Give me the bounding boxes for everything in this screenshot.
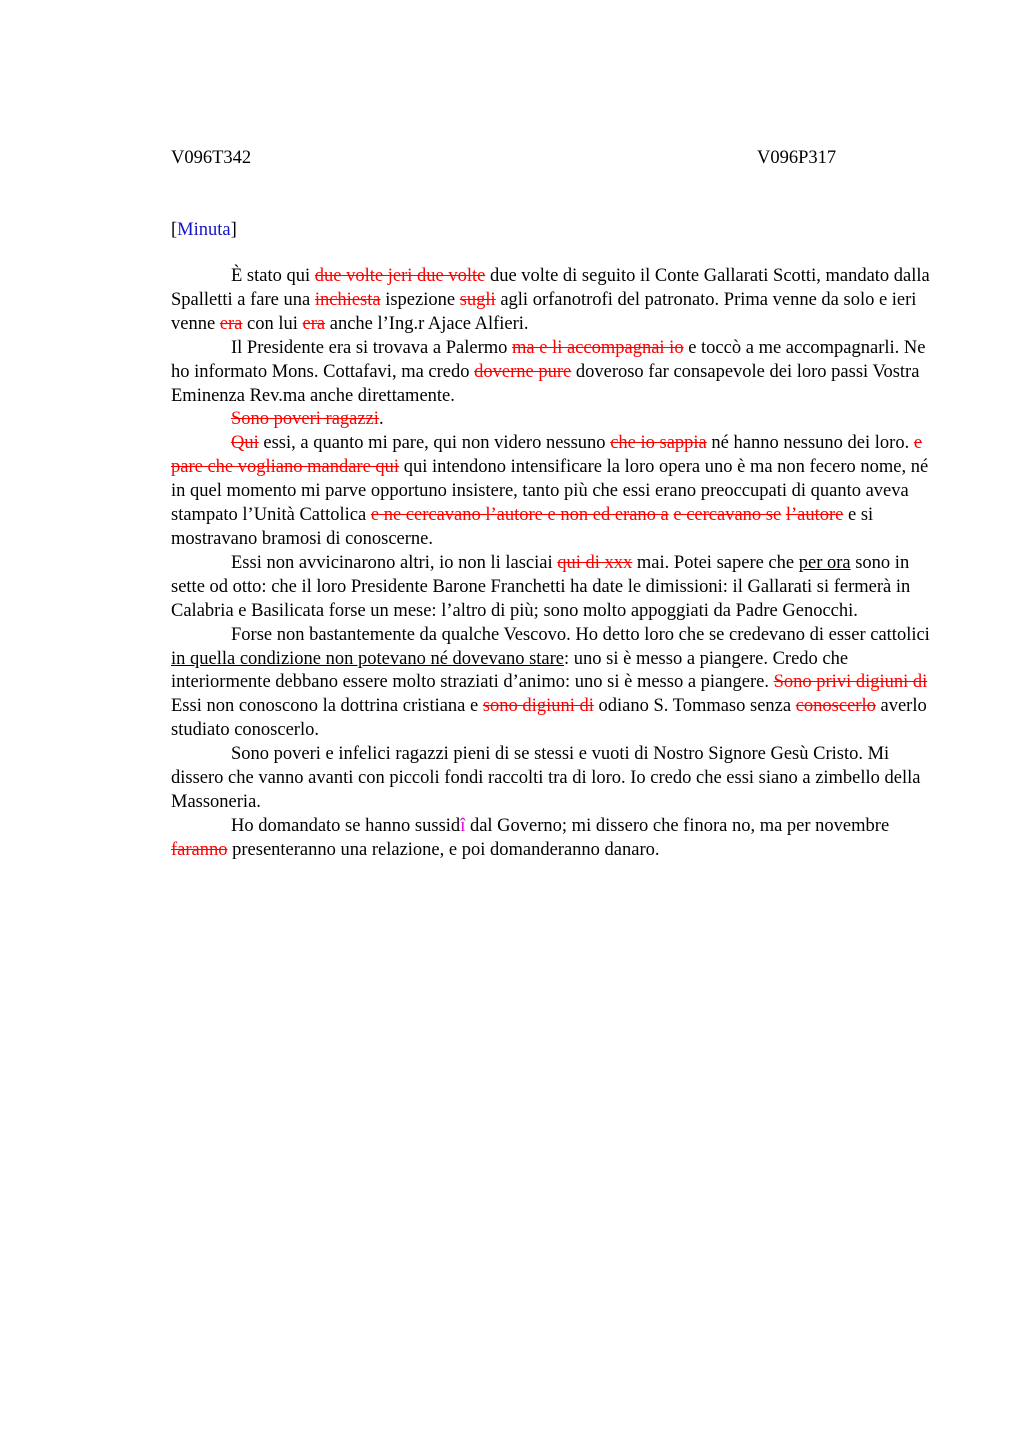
text-segment: : uno si è messo a piangere. Credo che interiormente debbano essere molto straziati d’animo: uno si è messo a piangere. [171,648,849,693]
text-segment: Sono poveri e infelici ragazzi pieni di se stessi e vuoti di Nostro Signore Gesù Cristo. Mi dissero che vanno avanti con piccoli fondi raccolti tra di loro. Io credo che essi siano a zimbello della Massoneria. [171,744,921,812]
paragraph [171,337,943,409]
deleted-text: conoscerlo [795,696,876,717]
paragraph [171,624,943,744]
deleted-text: era [302,313,326,334]
text-segment: e si mostravano bramosi di conoscerne. [171,505,874,549]
text-segment: Essi non avvicinarono altri, io non li lasciai [231,552,558,573]
text-segment: qui intendono intensificare la loro opera uno è ma non fecero nome, né in quel momento mi parve opportuno insistere, tanto più che essi erano preoccupati di quanto aveva stampato l’Unità Cattolica [171,457,929,526]
deleted-text: doverne pure [474,361,572,382]
document-code-right: V096P317 [757,148,837,168]
text-segment: agli orfanotrofi del patronato. Prima venne da solo e ieri venne [171,289,917,334]
text-segment: Ho domandato se hanno sussid [231,815,461,836]
deleted-text: e ne cercavano l’autore e non ed erano a [370,505,669,526]
text-segment: dal Governo; mi dissero che finora no, ma per novembre [465,815,890,836]
deleted-text: sono digiuni di [482,696,594,717]
text-segment: Essi non conoscono la dottrina cristiana e [171,696,483,717]
deleted-text: faranno [171,839,228,860]
deleted-text: ma e li accompagnai io [512,337,684,358]
deleted-text: Qui [231,433,259,454]
text-segment: due volte di seguito il Conte Gallarati Scotti, mandato dalla Spalletti a fare una [171,266,930,310]
deleted-text: e cercavano se [673,505,782,526]
inserted-mark: î [460,815,466,836]
deleted-text: qui di xxx [557,552,633,573]
text-segment: odiano S. Tommaso senza [593,696,796,717]
deleted-text: Sono poveri ragazzi [231,409,379,430]
deleted-text: che io sappia [610,433,707,454]
text-segment: e toccò a me accompagnarli. Ne ho informato Mons. Cottafavi, ma credo [171,337,926,382]
text-segment: averlo studiato conoscerlo. [171,696,927,741]
underlined-text: in quella condizione non potevano né dovevano stare [171,648,564,669]
text-segment: né hanno nessuno dei loro. [706,433,914,454]
underlined-text: per ora [798,552,851,573]
text-segment: doveroso far consapevole dei loro passi Vostra Eminenza Rev.ma anche direttamente. [171,361,920,406]
deleted-text: sugli [459,289,496,310]
text-segment: anche l’Ing.r Ajace Alfieri. [325,313,529,334]
document-code-left: V096T342 [171,148,252,168]
paragraph [171,815,943,863]
deleted-text: Sono privi digiuni di [773,672,928,693]
paragraph [171,552,943,624]
text-segment: Forse non bastantemente da qualche Vescovo. Ho detto loro che se credevano di esser cattolici [231,624,930,645]
text-segment: mai. Potei sapere che [632,552,799,573]
text-segment: essi, a quanto mi pare, qui non videro nessuno [258,433,611,454]
text-segment: sono in sette od otto: che il loro Presidente Barone Franchetti ha date le dimissioni: il Gallarati si fermerà in Calabria e Basilicata forse un mese: l’altro di più; sono molto appoggiati da Padre Genocchi. [171,552,911,621]
paragraph [171,432,943,552]
bracket-close: ] [230,220,237,240]
text-segment: presenteranno una relazione, e poi domanderanno danaro. [227,839,660,860]
deleted-text: l’autore [785,505,844,526]
bracket-open: [ [171,220,178,240]
letter-body [171,265,943,863]
deleted-text: due volte jeri due volte [314,266,486,286]
paragraph [171,408,943,432]
deleted-text: inchiesta [314,289,381,310]
minuta-text: Minuta [177,220,231,240]
minuta-label [171,219,237,241]
paragraph [171,743,943,815]
text-segment: È stato qui [231,266,315,286]
text-segment: . [378,409,384,430]
text-segment: ispezione [380,289,460,310]
deleted-text: era [219,313,243,334]
deleted-text: e pare che vogliano mandare qui [171,433,923,478]
text-segment: Il Presidente era si trovava a Palermo [231,337,512,358]
paragraph [171,265,943,337]
text-segment: con lui [242,313,303,334]
